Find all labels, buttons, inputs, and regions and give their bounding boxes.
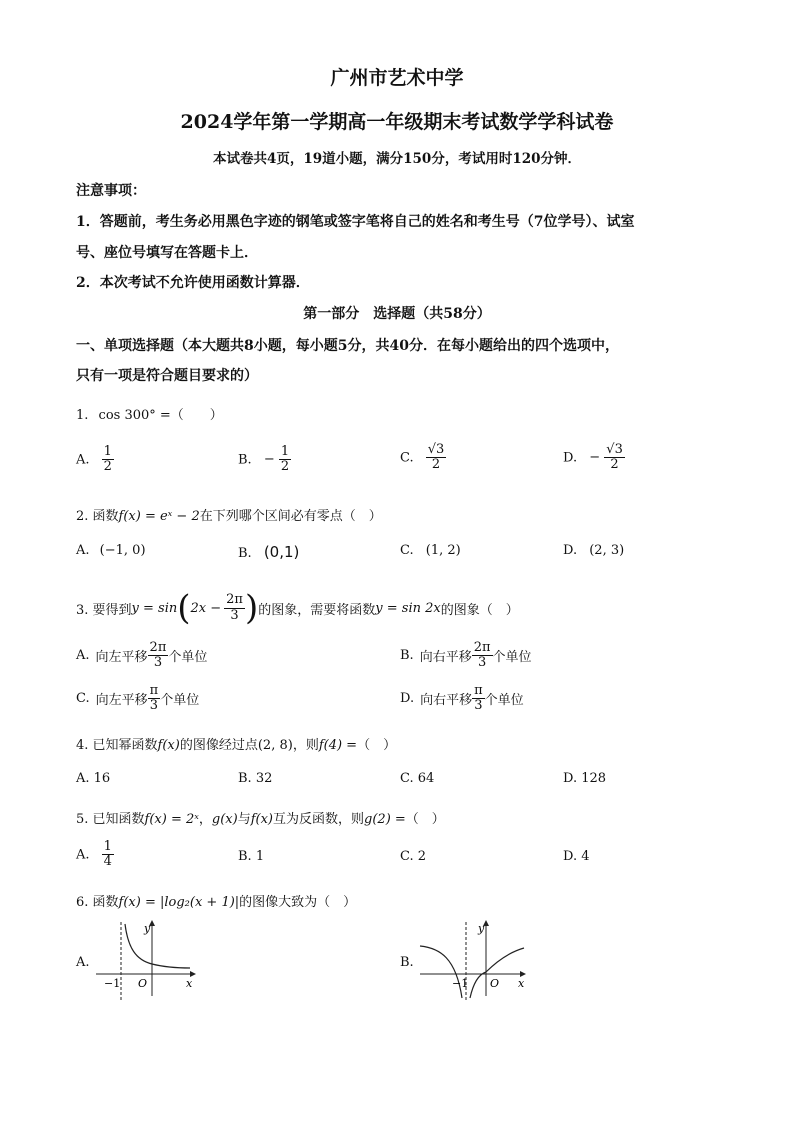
fraction-denominator: 2 (431, 457, 441, 473)
question-3-prefix: 3. 要得到 (76, 602, 132, 618)
note-item-1-line-1: 1．答题前，考生务必用黑色字迹的钢笔或签字笔将自己的姓名和考生号（7位学号）、试室 (76, 214, 635, 230)
fraction (472, 641, 493, 671)
question-5-prefix: 5. 已知函数 (76, 812, 145, 827)
section-heading-line-1: 一、单项选择题（本大题共8小题，每小题5分，共40分．在每小题给出的四个选项中， (76, 338, 619, 354)
option-label: D. (563, 543, 578, 558)
option-label: A. (76, 452, 90, 468)
question-2-option-d (563, 543, 624, 558)
option-value: (0,1) (263, 543, 300, 561)
fraction-denominator: 2 (280, 459, 290, 475)
option-text: 向左平移 (95, 693, 148, 709)
option-label: D. (563, 450, 578, 466)
fraction-denominator: 3 (153, 655, 163, 671)
question-5-fx2: f(x) (250, 812, 274, 827)
question-4-option-d: D. 128 (563, 771, 607, 786)
origin-label: O (490, 977, 500, 990)
question-3-y-eq: y = sin (131, 600, 178, 616)
question-6-prefix: 6. 函数 (76, 895, 119, 910)
option-label: B. (238, 452, 252, 468)
question-1-stem (76, 404, 223, 423)
school-name: 广州市艺术中学 (330, 67, 464, 89)
option-unit: 个单位 (168, 650, 208, 666)
x-label: x (186, 977, 193, 990)
question-4-comma: ，则 (292, 738, 319, 753)
option-label: A. (76, 543, 90, 558)
fraction (426, 443, 447, 473)
question-3-end: 的图象（ ） (440, 602, 519, 618)
neg-one-label: −1 (452, 977, 469, 990)
question-6-option-a-graph (92, 918, 202, 1000)
note-item-2: 2．本次考试不允许使用函数计算器． (76, 275, 310, 291)
question-3-mid: 的图象，需要将函数 (258, 602, 376, 618)
option-text: 向右平移 (419, 650, 472, 666)
question-6-end: 的图像大致为（ ） (239, 895, 357, 910)
fraction-numerator: 1 (103, 444, 112, 459)
section-heading-line-2: 只有一项是符合题目要求的） (76, 368, 258, 384)
question-5-end: （ ） (405, 812, 445, 827)
fraction-denominator: 3 (474, 698, 483, 714)
neg-one-label: −1 (104, 977, 121, 990)
question-4-mid: 的图像经过点 (179, 738, 258, 753)
option-value: (−1, 0) (99, 543, 146, 558)
question-5-g2: g(2) = (364, 812, 406, 827)
fraction (472, 684, 485, 714)
question-6-func: f(x) = |log₂(x + 1)| (118, 895, 240, 910)
question-5-option-d: D. 4 (563, 849, 590, 864)
question-2-prefix: 2. 函数 (76, 509, 119, 524)
minus-sign: − (589, 450, 601, 466)
fraction-numerator: 1 (103, 839, 112, 854)
fraction-denominator: 2 (103, 459, 112, 475)
fraction-numerator: 1 (280, 444, 290, 459)
question-5-option-b: B. 1 (238, 849, 265, 864)
left-paren: ( (177, 588, 191, 628)
fraction (224, 593, 245, 623)
option-unit: 个单位 (484, 693, 524, 709)
question-4-option-b: B. 32 (238, 771, 273, 786)
notes-heading: 注意事项： (76, 183, 146, 199)
option-value: (2, 3) (589, 543, 625, 558)
fraction-numerator: π (149, 683, 159, 698)
question-6-option-b-label: B. (400, 955, 414, 970)
question-1-option-d (563, 443, 625, 473)
question-5-mid: 与 (237, 812, 251, 827)
question-3-option-c (76, 684, 199, 714)
note-item-1-line-2: 号、座位号填写在答题卡上． (76, 245, 258, 261)
question-2-option-a (76, 543, 146, 558)
question-4-stem (76, 734, 396, 753)
exam-info: 本试卷共4页，19道小题，满分150分，考试用时120分钟． (212, 151, 582, 167)
question-5-comma: ， (198, 812, 212, 827)
y-label: y (144, 922, 151, 935)
x-label: x (518, 977, 525, 990)
question-5-stem (76, 808, 445, 827)
option-label: C. (76, 691, 90, 707)
question-5-mid2: 互为反函数，则 (273, 812, 365, 827)
question-4-option-a: A. 16 (76, 771, 111, 786)
question-3-inner: 2x − (190, 600, 222, 616)
fraction (102, 445, 114, 475)
graph-curve-left (420, 946, 462, 998)
question-4-point: (2, 8) (257, 738, 293, 753)
fraction (148, 684, 161, 714)
question-2-option-b (238, 543, 299, 561)
question-1-option-a (76, 445, 114, 475)
y-label: y (478, 922, 485, 935)
question-2-option-c (400, 543, 461, 558)
question-1-math: cos 300° =（ ） (98, 408, 223, 423)
fraction (279, 445, 291, 475)
question-2-stem (76, 505, 382, 524)
fraction-denominator: 3 (477, 655, 487, 671)
option-unit: 个单位 (160, 693, 200, 709)
question-3-option-d (400, 684, 524, 714)
option-label: A. (76, 847, 90, 863)
part-title: 第一部分 选择题（共58分） (303, 306, 491, 322)
option-label: C. (400, 450, 414, 466)
question-5-option-a (76, 840, 114, 870)
question-1-option-b (238, 445, 291, 475)
question-4-fx: f(x) (157, 738, 180, 753)
fraction-denominator: 4 (103, 854, 112, 870)
option-unit: 个单位 (492, 650, 532, 666)
fraction-denominator: 3 (230, 607, 239, 623)
question-5-fx: f(x) = 2ˣ (144, 812, 199, 827)
option-label: D. (400, 691, 415, 707)
option-label: B. (238, 546, 252, 561)
fraction-numerator: 2π (226, 592, 243, 608)
fraction-numerator: 2π (473, 640, 491, 655)
right-paren: ) (244, 588, 259, 628)
question-2-function: f(x) = eˣ − 2 (118, 509, 200, 524)
option-value: (1, 2) (425, 543, 461, 558)
question-5-option-c: C. 2 (400, 849, 427, 864)
fraction (148, 641, 169, 671)
minus-sign: − (263, 452, 275, 468)
question-6-stem (76, 891, 356, 910)
fraction (604, 443, 625, 473)
fraction-numerator: √3 (427, 442, 445, 457)
question-6-option-a-label: A. (76, 955, 90, 970)
option-text: 向左平移 (95, 650, 148, 666)
option-text: 向右平移 (420, 693, 473, 709)
exam-title: 2024学年第一学期高一年级期末考试数学学科试卷 (180, 111, 614, 133)
question-4-f4: f(4) = (318, 738, 358, 753)
question-1-number: 1. (76, 408, 89, 423)
fraction-numerator: √3 (606, 442, 623, 457)
graph-curve (125, 924, 190, 968)
question-4-option-c: C. 64 (400, 771, 435, 786)
fraction (102, 840, 114, 870)
question-3-option-a (76, 641, 207, 671)
fraction-numerator: 2π (149, 640, 167, 655)
origin-label: O (138, 977, 148, 990)
question-3-stem (76, 588, 519, 628)
question-1-option-c (400, 443, 446, 473)
question-2-rest: 在下列哪个区间必有零点（ ） (199, 509, 382, 524)
fraction-denominator: 2 (610, 457, 619, 473)
option-label: B. (400, 648, 414, 664)
question-5-gx: g(x) (211, 812, 238, 827)
fraction-denominator: 3 (149, 698, 159, 714)
question-4-end: （ ） (357, 738, 397, 753)
question-3-func: y = sin 2x (375, 600, 441, 616)
question-4-prefix: 4. 已知幂函数 (76, 738, 158, 753)
question-6-option-b-graph (416, 918, 536, 1000)
graph-curve-right (470, 948, 524, 998)
question-3-option-b (400, 641, 532, 671)
option-label: A. (76, 648, 90, 664)
fraction-numerator: π (474, 683, 483, 698)
option-label: C. (400, 543, 414, 558)
